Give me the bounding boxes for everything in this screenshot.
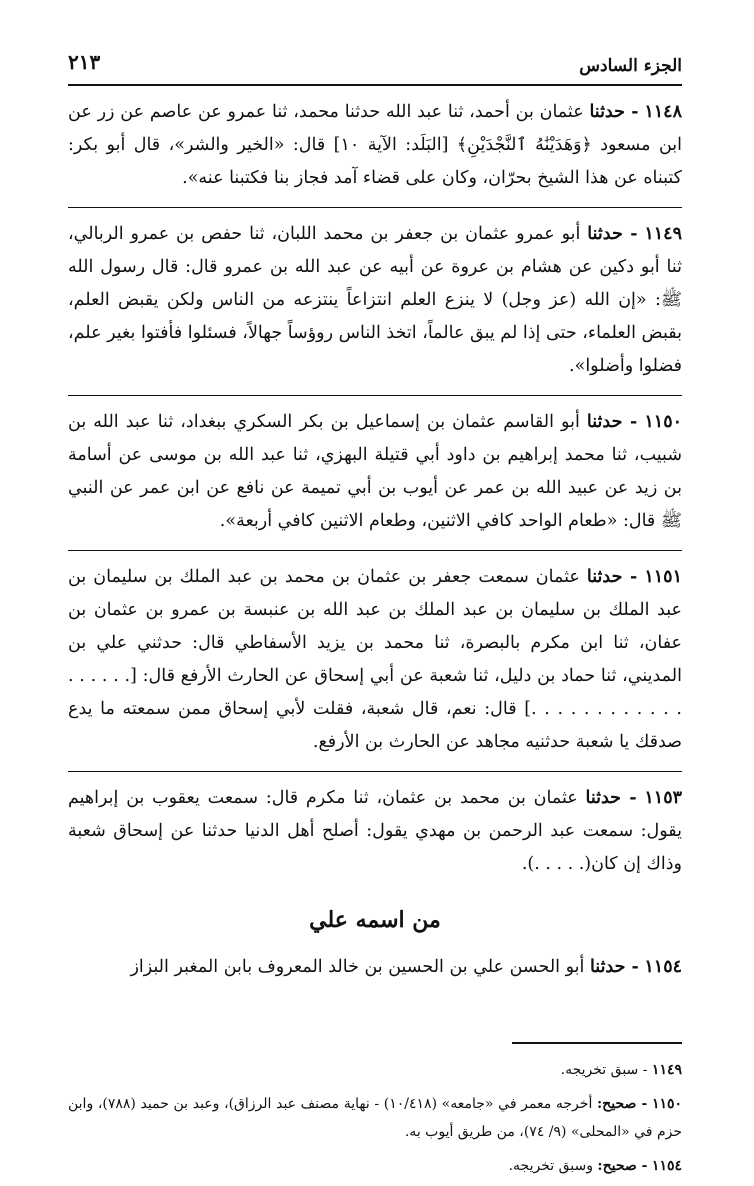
hadith-text: أبو القاسم عثمان بن إسماعيل بن بكر السكري ببغداد، ثنا عبد الله بن شبيب، ثنا محمد إبراهيم بن داود أبي قتيلة البهزي، ثنا عبد الله بن موسى عن أسامة بن زيد عن عبيد الله بن عمر عن أيوب بن أبي تميمة عن نافع عن ابن عمر عن النبي ﷺ قال: «طعام الواحد كافي الاثنين، وطعام الاثنين كافي أربعة». bbox=[68, 412, 682, 531]
hadith-1148: ١١٤٨ - حدثنا عثمان بن أحمد، ثنا عبد الله حدثنا محمد، ثنا عمرو عن عاصم عن زر عن ابن مسعود ﴿وَهَدَيْنَٰهُ ٱلنَّجْدَيْنِ﴾ [البَلَد: الآية ١٠] قال: «الخير والشر»، قال أبو بكر: كتبناه عن هذا الشيخ بحرّان، وكان على قضاء آمد فجاز بنا فكتبنا عنه». bbox=[68, 86, 682, 208]
footnote-item: ١١٥٠ - صحيح: أخرجه معمر في «جامعه» (١٠/٤١٨) - نهاية مصنف عبد الرزاق)، وعبد بن حميد (٧٨٨)، وابن حزم في «المحلى» (٩/ ٧٤)، من طريق أيوب به. bbox=[68, 1096, 683, 1140]
hadith-number: ١١٤٨ bbox=[644, 102, 682, 122]
hadith-number: ١١٥١ bbox=[644, 567, 682, 587]
hadith-1153: ١١٥٣ - حدثنا عثمان بن محمد بن عثمان، ثنا مكرم قال: سمعت يعقوب بن إبراهيم يقول: سمعت عبد الرحمن بن مهدي يقول: أصلح أهل الدنيا حدثنا عن إسحاق شعبة وذاك إن كان(. . . . .). bbox=[68, 788, 683, 874]
page-header bbox=[68, 40, 682, 86]
hadith-lead: حدثنا bbox=[587, 224, 623, 244]
hadith-1150: ١١٥٠ - حدثنا أبو القاسم عثمان بن إسماعيل بن بكر السكري ببغداد، ثنا عبد الله بن شبيب، ثنا محمد إبراهيم بن داود أبي قتيلة البهزي، ثنا عبد الله بن موسى عن أسامة بن زيد عن عبيد الله بن عمر عن أيوب بن أبي تميمة عن نافع عن ابن عمر عن النبي ﷺ قال: «طعام الواحد كافي الاثنين، وطعام الاثنين كافي أربعة». bbox=[68, 396, 682, 551]
footnotes bbox=[68, 1044, 682, 1180]
hadith-text: عثمان بن محمد بن عثمان، ثنا مكرم قال: سمعت يعقوب بن إبراهيم يقول: سمعت عبد الرحمن بن مهدي يقول: أصلح أهل الدنيا حدثنا عن إسحاق شعبة وذاك إن كان(. . . . .). bbox=[68, 788, 682, 874]
hadith-text: عثمان بن أحمد، ثنا عبد الله حدثنا محمد، ثنا عمرو عن عاصم عن زر عن ابن مسعود ﴿وَهَدَيْنَٰهُ ٱلنَّجْدَيْنِ﴾ [البَلَد: الآية ١٠] قال: «الخير والشر»، قال أبو بكر: كتبناه عن هذا الشيخ بحرّان، وكان على قضاء آمد فجاز بنا فكتبنا عنه». bbox=[68, 102, 682, 188]
hadith-1149: ١١٤٩ - حدثنا أبو عمرو عثمان بن جعفر بن محمد اللبان، ثنا حفص بن عمرو الربالي، ثنا أبو دكين عن هشام بن عروة عن أبيه عن عبد الله بن عمرو قال: قال رسول الله ﷺ: «إن الله (عز وجل) لا ينزع العلم انتزاعاً ينتزعه من الناس ولكن يقبض العلم، بقبض العلماء، حتى إذا لم يبق عالماً، اتخذ الناس روؤساً جهالاً، فسئلوا فأفتوا بغير علم، فضلوا وأضلوا». bbox=[68, 208, 682, 396]
hadith-lead: حدثنا bbox=[586, 567, 623, 587]
footnote-number: ١١٤٩ bbox=[651, 1062, 682, 1078]
hadith-number: ١١٥٠ bbox=[644, 412, 682, 432]
hadith-number: ١١٤٩ bbox=[644, 224, 682, 244]
hadith-text: عثمان سمعت جعفر بن عثمان بن محمد بن عبد الملك بن سليمان بن عبد الملك بن سليمان بن عبد الملك بن عبد الله بن عنبسة بن عمرو بن عثمان بن عفان، ثنا ابن مكرم بالبصرة، ثنا محمد بن يزيد الأسفاطي قال: حدثني علي بن المديني، ثنا حماد بن دليل، ثنا شعبة عن أبي إسحاق عن الحارث الأرفع قال: [. . . . . . . . . . . . . . . . . .] قال: نعم، قال شعبة، فقلت لأبي إسحاق ممن سمعته ما يدع صدقك يا شعبة حدثنيه مجاهد عن الحارث بن الأرفع. bbox=[68, 567, 682, 752]
footnote-text: سبق تخريجه. bbox=[560, 1062, 639, 1078]
footnote-verdict: صحيح: bbox=[597, 1096, 637, 1112]
footnote-item: ١١٥٤ - صحيح: وسبق تخريجه. bbox=[508, 1158, 682, 1174]
hadith-text: أبو عمرو عثمان بن جعفر بن محمد اللبان، ثنا حفص بن عمرو الربالي، ثنا أبو دكين عن هشام بن عروة عن أبيه عن عبد الله بن عمرو قال: قال رسول الله ﷺ: «إن الله (عز وجل) لا ينزع العلم انتزاعاً ينتزعه من الناس ولكن يقبض العلم، بقبض العلماء، حتى إذا لم يبق عالماً، اتخذ الناس روؤساً جهالاً، فسئلوا فأفتوا بغير علم، فضلوا وأضلوا». bbox=[68, 224, 682, 376]
volume-title: الجزء السادس bbox=[579, 56, 682, 76]
hadith-1151: ١١٥١ - حدثنا عثمان سمعت جعفر بن عثمان بن محمد بن عبد الملك بن سليمان بن عبد الملك بن سليمان بن عبد الملك بن عبد الله بن عنبسة بن عمرو بن عثمان بن عفان، ثنا ابن مكرم بالبصرة، ثنا محمد بن يزيد الأسفاطي قال: حدثني علي بن المديني، ثنا حماد بن دليل، ثنا شعبة عن أبي إسحاق عن الحارث الأرفع قال: [. . . . . . . . . . . . . . . . . .] قال: نعم، قال شعبة، فقلت لأبي إسحاق ممن سمعته ما يدع صدقك يا شعبة حدثنيه مجاهد عن الحارث بن الأرفع. bbox=[68, 551, 682, 772]
hadith-lead: حدثنا bbox=[589, 957, 626, 977]
footnote-text: أخرجه معمر في «جامعه» (١٠/٤١٨) - نهاية مصنف عبد الرزاق)، وعبد بن حميد (٧٨٨)، وابن حزم في «المحلى» (٩/ ٧٤)، من طريق أيوب به. bbox=[68, 1096, 682, 1140]
footnote-item: ١١٤٩ - سبق تخريجه. bbox=[560, 1062, 682, 1078]
footnote-verdict: صحيح: bbox=[597, 1158, 637, 1174]
footnote-number: ١١٥٠ bbox=[651, 1096, 683, 1112]
section-title: من اسمه علي bbox=[309, 907, 441, 933]
hadith-number: ١١٥٤ bbox=[644, 957, 682, 977]
footnote-number: ١١٥٤ bbox=[651, 1158, 682, 1174]
page-number: ٢١٣ bbox=[68, 50, 101, 74]
footnote-text: وسبق تخريجه. bbox=[508, 1158, 593, 1174]
hadith-lead: حدثنا bbox=[586, 412, 623, 432]
hadith-1154: ١١٥٤ - حدثنا أبو الحسن علي بن الحسين بن خالد المعروف بابن المغبر البزاز bbox=[130, 957, 682, 977]
hadith-text: أبو الحسن علي بن الحسين بن خالد المعروف بابن المغبر البزاز bbox=[130, 957, 585, 977]
hadith-lead: حدثنا bbox=[585, 788, 622, 808]
hadith-lead: حدثنا bbox=[589, 102, 625, 122]
book-page bbox=[68, 40, 682, 1186]
hadith-number: ١١٥٣ bbox=[644, 788, 683, 808]
